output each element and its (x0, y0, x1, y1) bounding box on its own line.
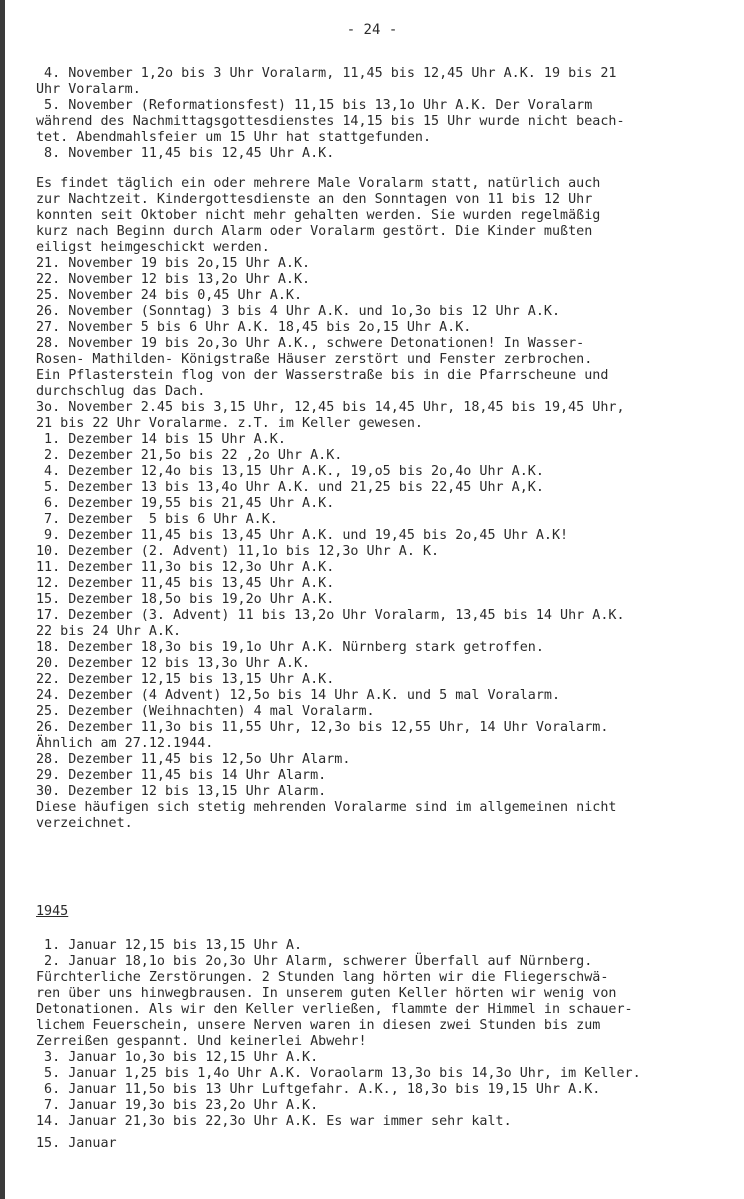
text-line: 15. Januar (36, 1136, 117, 1151)
text-line: 15. Dezember 18,5o bis 19,2o Uhr A.K. (36, 592, 335, 607)
text-line: 26. November (Sonntag) 3 bis 4 Uhr A.K. und 1o,3o bis 12 Uhr A.K. (36, 304, 561, 319)
january-entries-block (36, 938, 726, 1152)
text-line: 3. Januar 1o,3o bis 12,15 Uhr A.K. (36, 1050, 319, 1065)
text-line: Rosen- Mathilden- Königstraße Häuser zerstört und Fenster zerbrochen. (36, 352, 593, 367)
text-line: 6. Januar 11,5o bis 13 Uhr Luftgefahr. A.K., 18,3o bis 19,15 Uhr A.K. (36, 1082, 601, 1097)
text-line: 25. November 24 bis 0,45 Uhr A.K. (36, 288, 303, 303)
year-heading: 1945 (36, 904, 69, 919)
text-line: 28. November 19 bis 2o,3o Uhr A.K., schwere Detonationen! In Wasser- (36, 336, 585, 351)
scan-edge (0, 0, 5, 1199)
text-line: lichem Feuerschein, unsere Nerven waren in diesen zwei Stunden bis zum (36, 1018, 601, 1033)
text-line: 1. Januar 12,15 bis 13,15 Uhr A. (36, 938, 303, 953)
text-line: 21 bis 22 Uhr Voralarme. z.T. im Keller gewesen. (36, 416, 423, 431)
text-line: 5. November (Reformationsfest) 11,15 bis 13,1o Uhr A.K. Der Voralarm (36, 98, 593, 113)
text-line: 25. Dezember (Weihnachten) 4 mal Voralarm. (36, 704, 375, 719)
text-line: 1. Dezember 14 bis 15 Uhr A.K. (36, 432, 286, 447)
text-line: 9. Dezember 11,45 bis 13,45 Uhr A.K. und 19,45 bis 2o,45 Uhr A.K! (36, 528, 569, 543)
text-line: 6. Dezember 19,55 bis 21,45 Uhr A.K. (36, 496, 335, 511)
text-line: 14. Januar 21,3o bis 22,3o Uhr A.K. Es war immer sehr kalt. (36, 1114, 512, 1129)
text-line: 8. November 11,45 bis 12,45 Uhr A.K. (36, 146, 335, 161)
text-line: 11. Dezember 11,3o bis 12,3o Uhr A.K. (36, 560, 335, 575)
text-line: 24. Dezember (4 Advent) 12,5o bis 14 Uhr A.K. und 5 mal Voralarm. (36, 688, 561, 703)
text-line: Zerreißen gespannt. Und keinerlei Abwehr! (36, 1034, 367, 1049)
text-line: 22 bis 24 Uhr A.K. (36, 624, 182, 639)
text-line: 17. Dezember (3. Advent) 11 bis 13,2o Uhr Voralarm, 13,45 bis 14 Uhr A.K. (36, 608, 625, 623)
november-entries-block (36, 66, 726, 162)
text-line: 27. November 5 bis 6 Uhr A.K. 18,45 bis 2o,15 Uhr A.K. (36, 320, 472, 335)
text-line: 18. Dezember 18,3o bis 19,1o Uhr A.K. Nürnberg stark getroffen. (36, 640, 544, 655)
text-line: konnten seit Oktober nicht mehr gehalten werden. Sie wurden regelmäßig (36, 208, 601, 223)
text-line: 26. Dezember 11,3o bis 11,55 Uhr, 12,3o bis 12,55 Uhr, 14 Uhr Voralarm. (36, 720, 609, 735)
text-line: 30. Dezember 12 bis 13,15 Uhr Alarm. (36, 784, 327, 799)
text-line: Diese häufigen sich stetig mehrenden Voralarme sind im allgemeinen nicht (36, 800, 617, 815)
text-line: 20. Dezember 12 bis 13,3o Uhr A.K. (36, 656, 311, 671)
text-line: Es findet täglich ein oder mehrere Male Voralarm statt, natürlich auch (36, 176, 601, 191)
text-line: 22. Dezember 12,15 bis 13,15 Uhr A.K. (36, 672, 335, 687)
text-line: Ähnlich am 27.12.1944. (36, 736, 214, 751)
text-line: ren über uns hinwegbrausen. In unserem guten Keller hörten wir wenig von (36, 986, 617, 1001)
page-number: - 24 - (346, 22, 398, 38)
text-line: 12. Dezember 11,45 bis 13,45 Uhr A.K. (36, 576, 335, 591)
text-line: während des Nachmittagsgottesdienstes 14,15 bis 15 Uhr wurde nicht beach- (36, 114, 625, 129)
text-line: 28. Dezember 11,45 bis 12,5o Uhr Alarm. (36, 752, 351, 767)
text-line: 4. November 1,2o bis 3 Uhr Voralarm, 11,45 bis 12,45 Uhr A.K. 19 bis 21 (36, 66, 617, 81)
text-line: 7. Januar 19,3o bis 23,2o Uhr A.K. (36, 1098, 319, 1113)
text-line: 10. Dezember (2. Advent) 11,1o bis 12,3o Uhr A. K. (36, 544, 440, 559)
text-line: 7. Dezember 5 bis 6 Uhr A.K. (36, 512, 278, 527)
text-line: durchschlug das Dach. (36, 384, 206, 399)
text-line: Detonationen. Als wir den Keller verließen, flammte der Himmel in schauer- (36, 1002, 633, 1017)
text-line: 2. Januar 18,1o bis 2o,3o Uhr Alarm, schwerer Überfall auf Nürnberg. (36, 954, 593, 969)
text-line: Ein Pflasterstein flog von der Wasserstraße bis in die Pfarrscheune und (36, 368, 609, 383)
text-line: tet. Abendmahlsfeier um 15 Uhr hat stattgefunden. (36, 130, 432, 145)
text-line: 2. Dezember 21,5o bis 22 ,2o Uhr A.K. (36, 448, 343, 463)
text-line: 21. November 19 bis 2o,15 Uhr A.K. (36, 256, 311, 271)
text-line: eiligst heimgeschickt werden. (36, 240, 270, 255)
text-line: 5. Dezember 13 bis 13,4o Uhr A.K. und 21,25 bis 22,45 Uhr A,K. (36, 480, 544, 495)
text-line: 4. Dezember 12,4o bis 13,15 Uhr A.K., 19,o5 bis 2o,4o Uhr A.K. (36, 464, 544, 479)
text-line: zur Nachtzeit. Kindergottesdienste an den Sonntagen von 11 bis 12 Uhr (36, 192, 593, 207)
text-line: Uhr Voralarm. (36, 82, 141, 97)
text-line: verzeichnet. (36, 816, 133, 831)
text-line: kurz nach Beginn durch Alarm oder Voralarm gestört. Die Kinder mußten (36, 224, 593, 239)
text-line: 22. November 12 bis 13,2o Uhr A.K. (36, 272, 311, 287)
text-line: 3o. November 2.45 bis 3,15 Uhr, 12,45 bis 14,45 Uhr, 18,45 bis 19,45 Uhr, (36, 400, 625, 415)
year-heading-block (36, 904, 726, 920)
main-diary-block (36, 176, 726, 832)
text-line: 5. Januar 1,25 bis 1,4o Uhr A.K. Voraolarm 13,3o bis 14,3o Uhr, im Keller. (36, 1066, 641, 1081)
text-line: 29. Dezember 11,45 bis 14 Uhr Alarm. (36, 768, 327, 783)
text-line: Fürchterliche Zerstörungen. 2 Stunden lang hörten wir die Fliegerschwä- (36, 970, 609, 985)
